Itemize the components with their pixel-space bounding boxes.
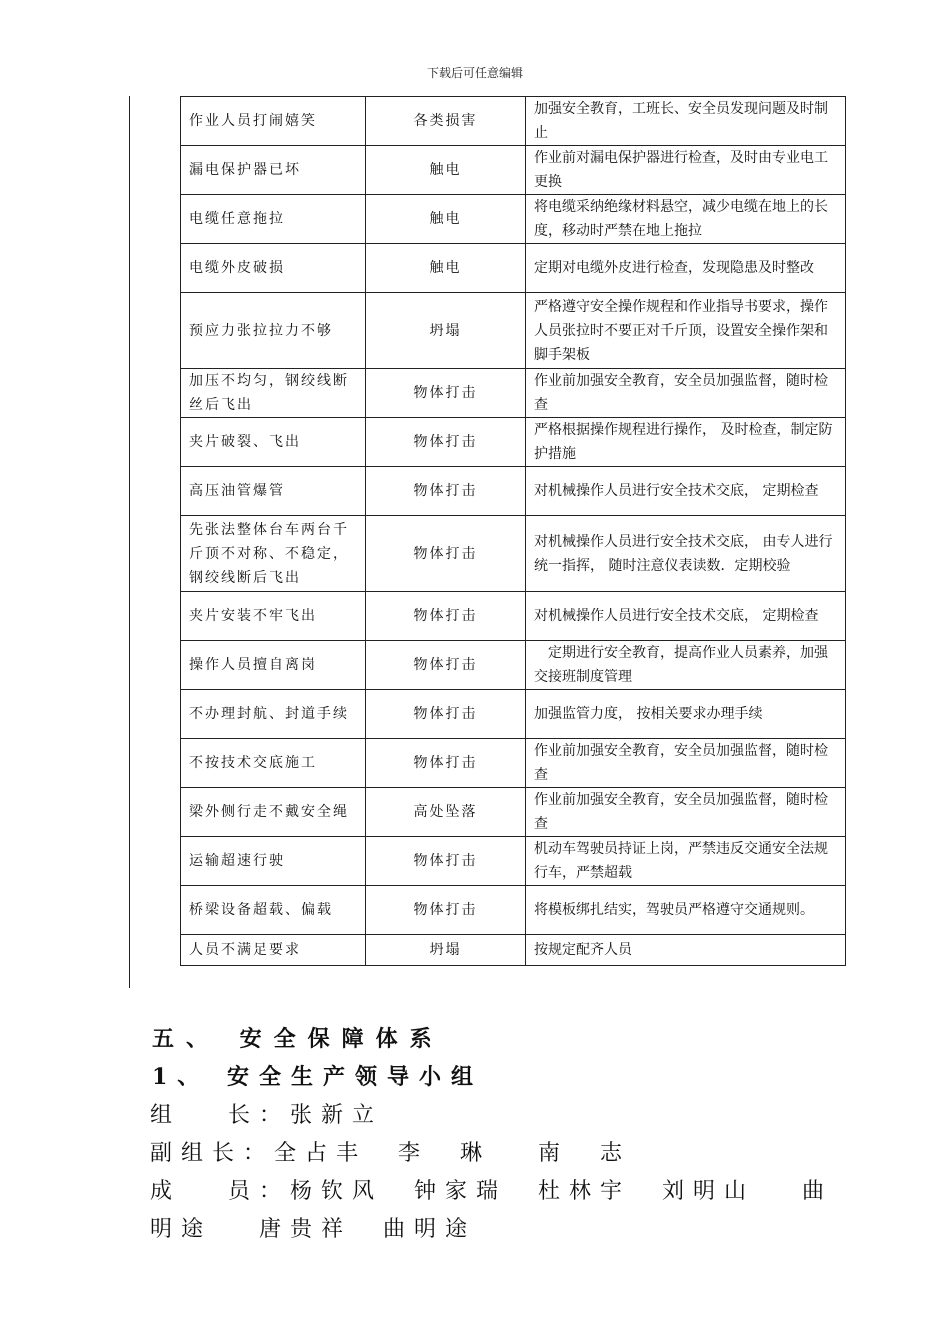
table-row <box>181 935 846 966</box>
measure-cell: 定期进行安全教育，提高作业人员素养，加强交接班制度管理 <box>526 641 846 690</box>
measure-cell: 对机械操作人员进行安全技术交底， 由专人进行统一指挥， 随时注意仪表读数．定期校验 <box>526 516 846 592</box>
table-row <box>181 641 846 690</box>
hazard-table <box>180 96 846 966</box>
measure-cell: 对机械操作人员进行安全技术交底， 定期检查 <box>526 467 846 516</box>
measure-cell: 严格根据操作规程进行操作， 及时检查，制定防护措施 <box>526 418 846 467</box>
measure-cell: 作业前加强安全教育，安全员加强监督，随时检查 <box>526 369 846 418</box>
hazard-type-cell: 物体打击 <box>366 592 526 641</box>
hazard-cell: 先张法整体台车两台千斤顶不对称、不稳定，钢绞线断后飞出 <box>181 516 366 592</box>
hazard-type-cell: 物体打击 <box>366 369 526 418</box>
table-row <box>181 195 846 244</box>
hazard-cell: 高压油管爆管 <box>181 467 366 516</box>
hazard-cell: 电缆外皮破损 <box>181 244 366 293</box>
table-row <box>181 516 846 592</box>
hazard-type-cell: 物体打击 <box>366 886 526 935</box>
table-row <box>181 418 846 467</box>
members-line: 成 员：杨钦风 钟家瑞 杜林宇 刘明山 曲 <box>150 1179 833 1204</box>
hazard-cell: 加压不均匀，钢绞线断丝后飞出 <box>181 369 366 418</box>
hazard-type-cell: 坍塌 <box>366 935 526 966</box>
hazard-type-cell: 触电 <box>366 195 526 244</box>
measure-cell: 按规定配齐人员 <box>526 935 846 966</box>
table-row <box>181 244 846 293</box>
subsection-title: 1、 安全生产领导小组 <box>152 1064 483 1090</box>
table-row <box>181 739 846 788</box>
table-row <box>181 592 846 641</box>
hazard-cell: 运输超速行驶 <box>181 837 366 886</box>
hazard-type-cell: 各类损害 <box>366 97 526 146</box>
measure-cell: 作业前加强安全教育，安全员加强监督，随时检查 <box>526 739 846 788</box>
hazard-type-cell: 物体打击 <box>366 418 526 467</box>
table-row <box>181 146 846 195</box>
hazard-cell: 桥梁设备超载、偏载 <box>181 886 366 935</box>
hazard-cell: 夹片破裂、飞出 <box>181 418 366 467</box>
members-continuation-line: 明途 唐贵祥 曲明途 <box>150 1217 476 1242</box>
hazard-cell: 作业人员打闹嬉笑 <box>181 97 366 146</box>
table-row <box>181 97 846 146</box>
table-row <box>181 369 846 418</box>
deputy-leader-line: 副组长：全占丰 李 琳 南 志 <box>150 1141 631 1166</box>
measure-cell: 对机械操作人员进行安全技术交底， 定期检查 <box>526 592 846 641</box>
hazard-type-cell: 坍塌 <box>366 293 526 369</box>
measure-cell: 将模板绑扎结实，驾驶员严格遵守交通规则。 <box>526 886 846 935</box>
section-title: 五、 安全保障体系 <box>152 1026 444 1052</box>
measure-cell: 定期对电缆外皮进行检查，发现隐患及时整改 <box>526 244 846 293</box>
hazard-type-cell: 物体打击 <box>366 837 526 886</box>
measure-cell: 作业前对漏电保护器进行检查，及时由专业电工更换 <box>526 146 846 195</box>
hazard-type-cell: 高处坠落 <box>366 788 526 837</box>
header-note: 下载后可任意编辑 <box>426 66 523 80</box>
measure-cell: 加强安全教育，工班长、安全员发现问题及时制止 <box>526 97 846 146</box>
table-row <box>181 886 846 935</box>
hazard-cell: 漏电保护器已坏 <box>181 146 366 195</box>
measure-cell: 作业前加强安全教育，安全员加强监督，随时检查 <box>526 788 846 837</box>
measure-cell: 严格遵守安全操作规程和作业指导书要求，操作人员张拉时不要正对千斤顶，设置安全操作架和脚手架板 <box>526 293 846 369</box>
hazard-type-cell: 物体打击 <box>366 641 526 690</box>
hazard-type-cell: 触电 <box>366 244 526 293</box>
hazard-cell: 预应力张拉拉力不够 <box>181 293 366 369</box>
table-left-border <box>129 96 130 988</box>
table-row <box>181 690 846 739</box>
hazard-type-cell: 物体打击 <box>366 690 526 739</box>
hazard-cell: 电缆任意拖拉 <box>181 195 366 244</box>
hazard-type-cell: 触电 <box>366 146 526 195</box>
hazard-cell: 操作人员擅自离岗 <box>181 641 366 690</box>
measure-cell: 机动车驾驶员持证上岗，严禁违反交通安全法规行车，严禁超载 <box>526 837 846 886</box>
hazard-cell: 梁外侧行走不戴安全绳 <box>181 788 366 837</box>
measure-cell: 加强监管力度， 按相关要求办理手续 <box>526 690 846 739</box>
hazard-type-cell: 物体打击 <box>366 739 526 788</box>
hazard-cell: 不办理封航、封道手续 <box>181 690 366 739</box>
table-row <box>181 788 846 837</box>
hazard-type-cell: 物体打击 <box>366 467 526 516</box>
hazard-cell: 不按技术交底施工 <box>181 739 366 788</box>
hazard-cell: 夹片安装不牢飞出 <box>181 592 366 641</box>
measure-cell: 将电缆采纳绝缘材料悬空，减少电缆在地上的长度，移动时严禁在地上拖拉 <box>526 195 846 244</box>
leader-line: 组 长：张新立 <box>150 1103 383 1128</box>
hazard-cell: 人员不满足要求 <box>181 935 366 966</box>
table-row <box>181 293 846 369</box>
table-row <box>181 467 846 516</box>
hazard-type-cell: 物体打击 <box>366 516 526 592</box>
table-row <box>181 837 846 886</box>
